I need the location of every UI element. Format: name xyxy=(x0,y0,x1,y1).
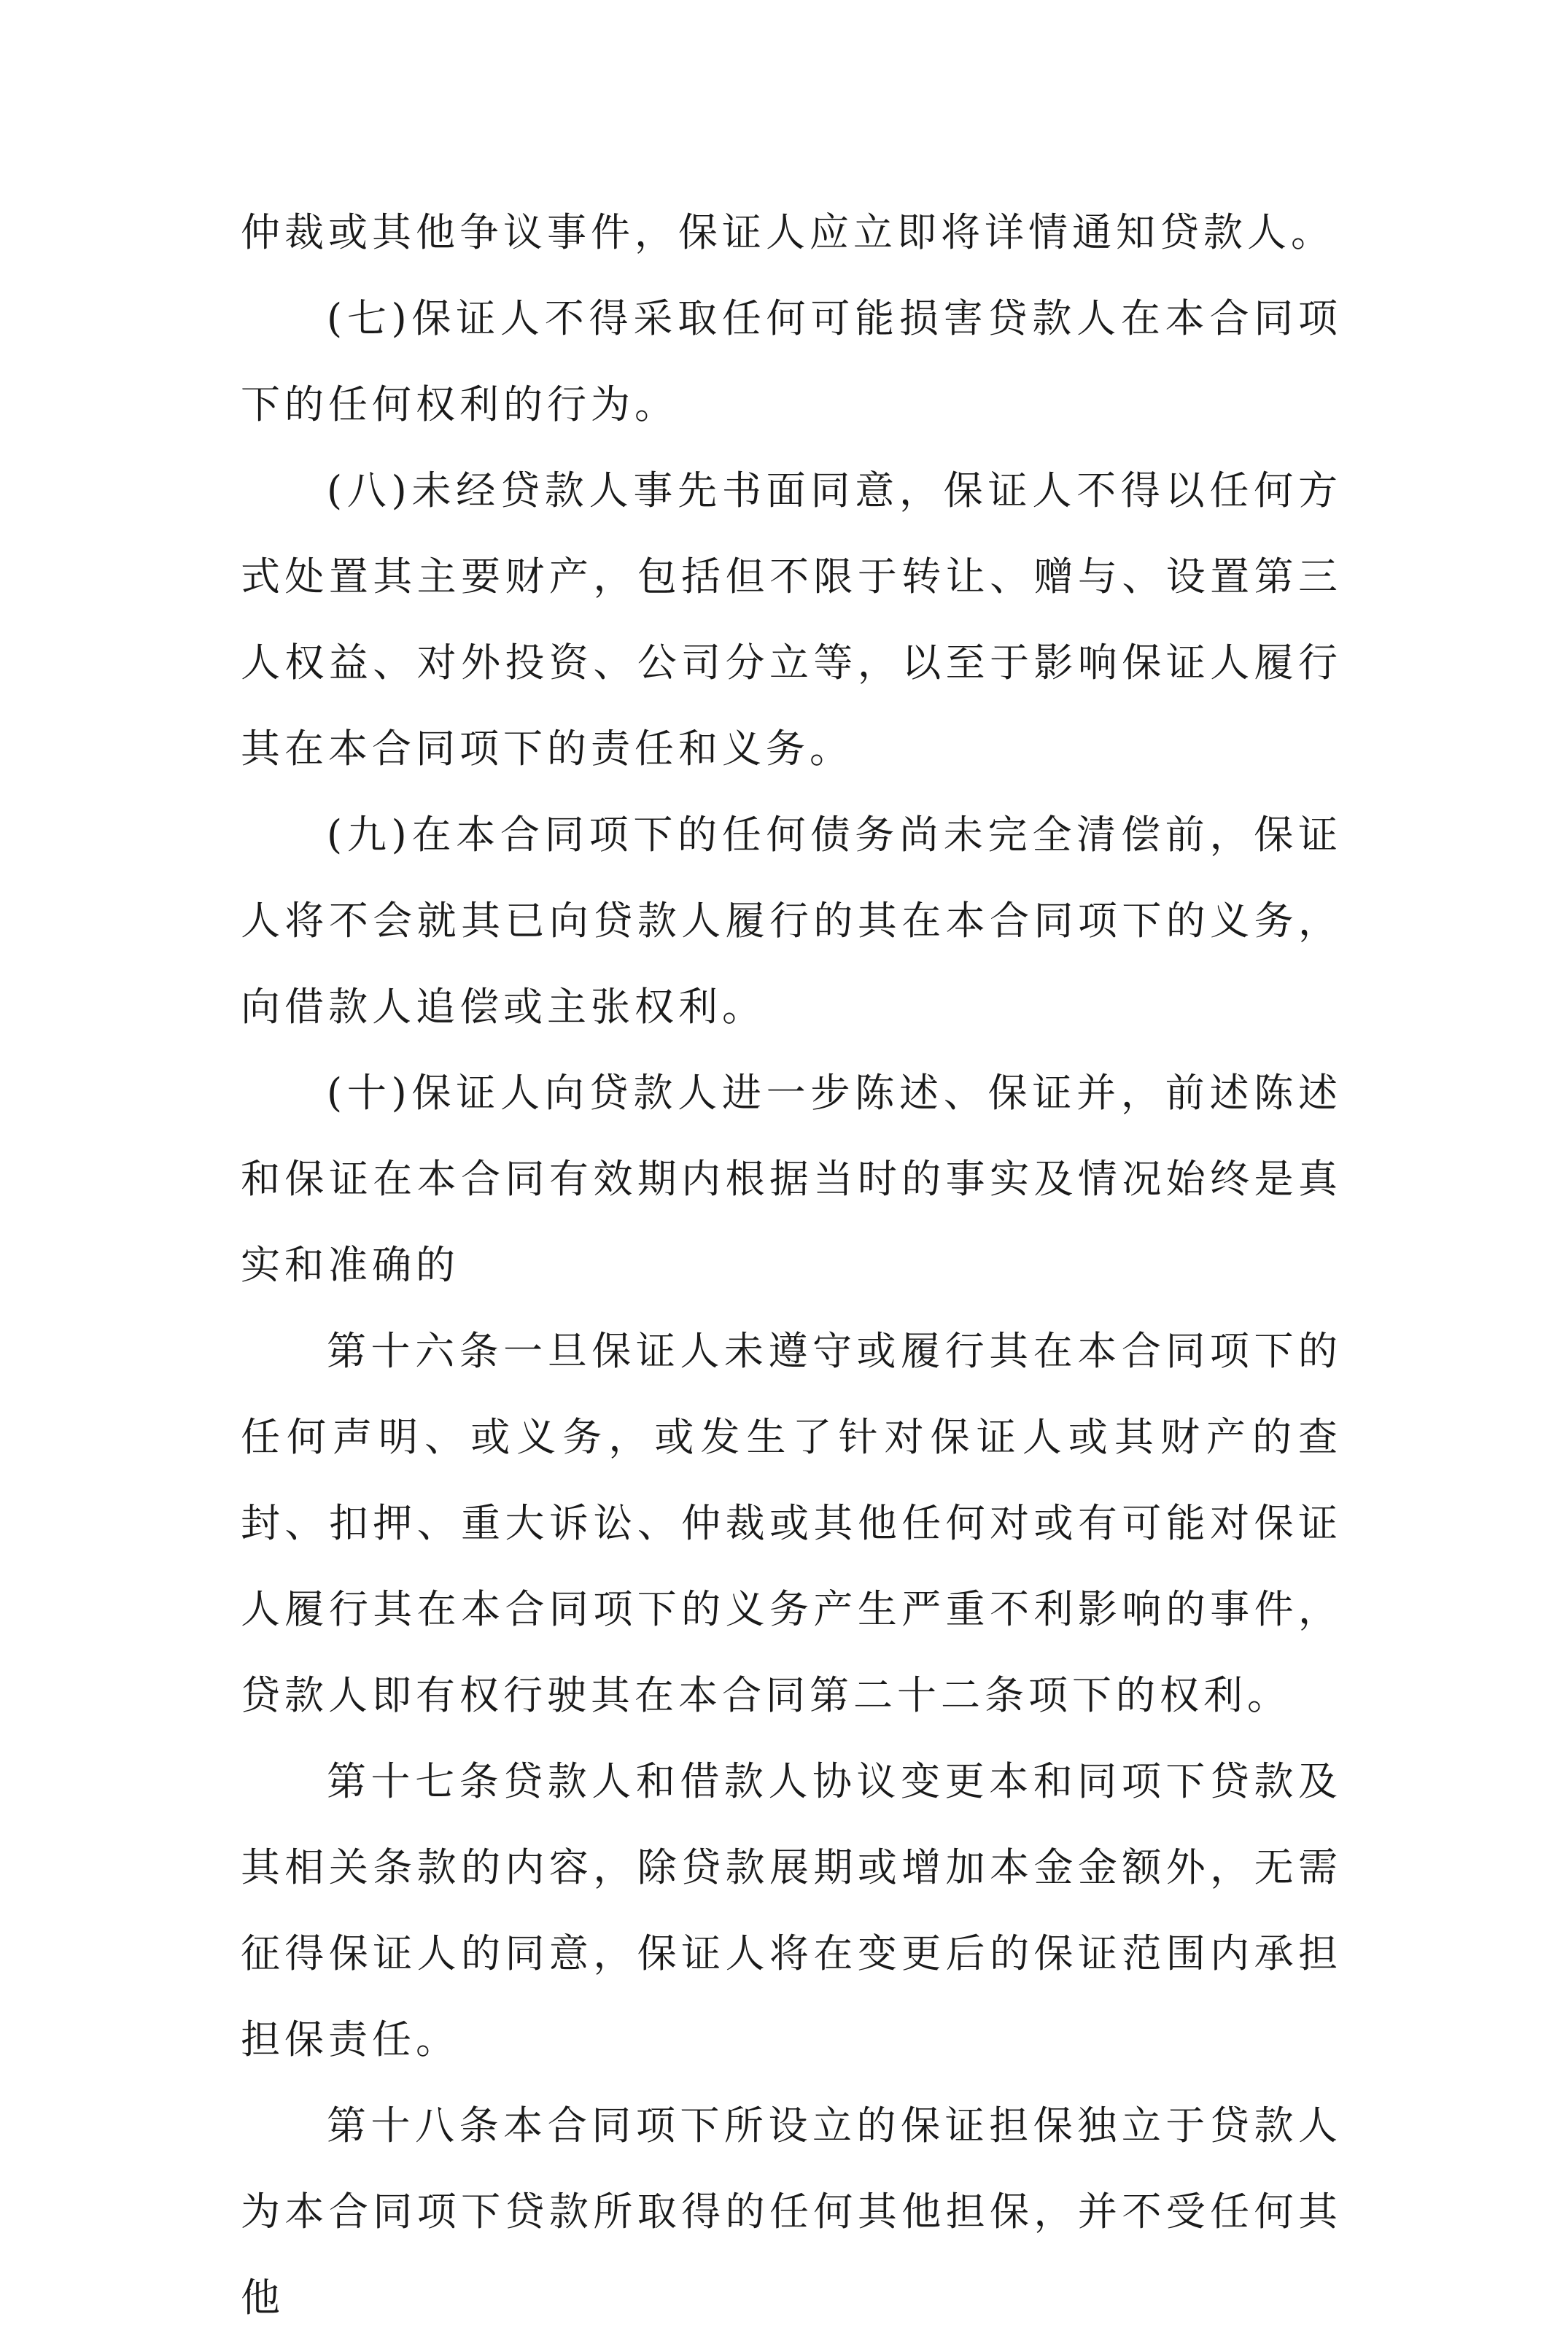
paragraph-clause-9: (九)在本合同项下的任何债务尚未完全清偿前，保证人将不会就其已向贷款人履行的其在本合同项下的义务，向借款人追偿或主张权利。 xyxy=(241,812,1342,1030)
paragraph-continuation: 仲裁或其他争议事件，保证人应立即将详情通知贷款人。 xyxy=(241,209,1335,255)
paragraph-clause-8: (八)未经贷款人事先书面同意，保证人不得以任何方式处置其主要财产，包括但不限于转让、赠与、设置第三人权益、对外投资、公司分立等，以至于影响保证人履行其在本合同项下的责任和义务。 xyxy=(241,467,1342,772)
paragraph-clause-7: (七)保证人不得采取任何可能损害贷款人在本合同项下的任何权利的行为。 xyxy=(241,295,1342,427)
document-body xyxy=(241,190,1342,2341)
paragraph-clause-10: (十)保证人向贷款人进一步陈述、保证并，前述陈述和保证在本合同有效期内根据当时的事实及情况始终是真实和准确的 xyxy=(241,1070,1342,1288)
paragraph-article-16: 第十六条一旦保证人未遵守或履行其在本合同项下的任何声明、或义务，或发生了针对保证人或其财产的查封、扣押、重大诉讼、仲裁或其他任何对或有可能对保证人履行其在本合同项下的义务产生严重不利影响的事件，贷款人即有权行驶其在本合同第二十二条项下的权利。 xyxy=(241,1328,1342,1718)
paragraph-article-17: 第十七条贷款人和借款人协议变更本和同项下贷款及其相关条款的内容，除贷款展期或增加本金金额外，无需征得保证人的同意，保证人将在变更后的保证范围内承担担保责任。 xyxy=(241,1758,1342,2062)
paragraph-article-18: 第十八条本合同项下所设立的保证担保独立于贷款人为本合同项下贷款所取得的任何其他担保，并不受任何其他 xyxy=(241,2103,1342,2321)
